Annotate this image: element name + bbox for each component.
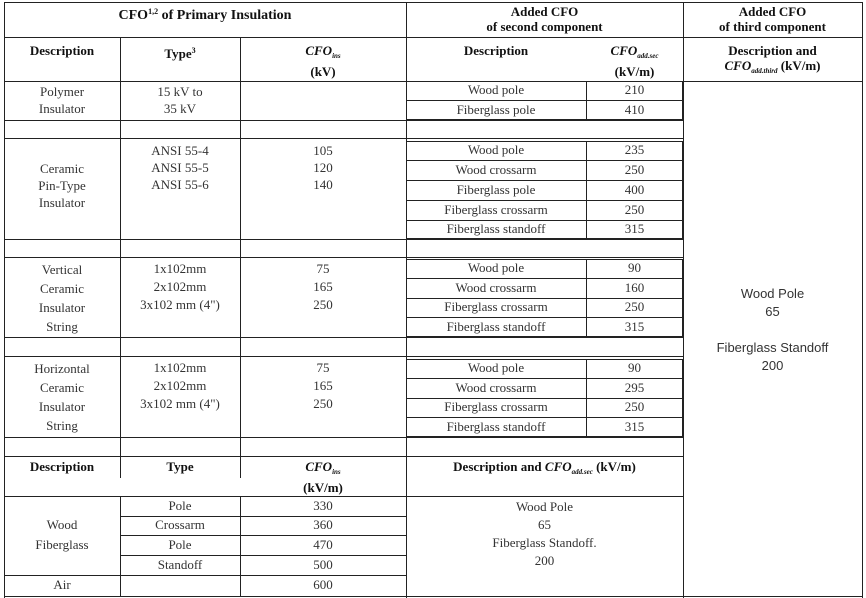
col-header-description-third: Description and $CFO_{add.third}$ (kV/m) — [724, 43, 821, 75]
second-value: 295 — [624, 380, 645, 395]
row-divider — [4, 575, 406, 576]
second-value: 235 — [624, 142, 645, 157]
second-value: 160 — [624, 280, 645, 295]
col-header-description: Description — [29, 43, 95, 58]
second-value: 250 — [624, 202, 645, 217]
second-desc: Wood crossarm — [455, 380, 537, 395]
bottom-header-type: Type — [166, 459, 194, 474]
col-header-cfo-ins: $CFO_{ins}$ (kV) — [305, 43, 341, 79]
row-divider — [4, 496, 683, 497]
bottom-type: Standoff — [157, 557, 203, 572]
row-type: ANSI 55-4 ANSI 55-5 ANSI 55-6 — [151, 143, 209, 192]
row-divider — [406, 378, 683, 379]
row-divider — [4, 239, 683, 240]
second-value: 315 — [624, 319, 645, 334]
col-header-cfo-add-sec: $CFO_{add.sec}$ (kV/m) — [610, 43, 659, 79]
third-component-values: Wood Pole 65 Fiberglass Standoff 200 — [716, 286, 829, 373]
row-description: Ceramic Pin-Type Insulator — [38, 161, 86, 210]
row-type: 15 kV to 35 kV — [157, 84, 203, 116]
row-divider — [406, 317, 683, 318]
row-divider — [4, 120, 683, 121]
row-divider — [406, 180, 683, 181]
second-desc: Wood pole — [467, 82, 525, 97]
second-value: 410 — [624, 102, 645, 117]
bottom-header-description: Description — [29, 459, 95, 474]
row-description: Polymer Insulator — [38, 84, 86, 116]
second-value: 315 — [624, 419, 645, 434]
second-desc: Wood crossarm — [455, 280, 537, 295]
bottom-header-cfo: $CFO_{ins}$ (kV/m) — [303, 459, 343, 495]
bottom-value: 330 — [313, 498, 333, 513]
bottom-type: Crossarm — [155, 517, 205, 532]
row-cfo: 105 120 140 — [313, 143, 333, 192]
row-divider — [4, 257, 683, 258]
bottom-value: 600 — [313, 577, 333, 592]
row-type: 1x102mm 2x102mm 3x102 mm (4") — [140, 360, 220, 411]
row-divider — [406, 417, 683, 418]
row-divider — [4, 596, 862, 597]
second-desc: Fiberglass pole — [456, 102, 536, 117]
second-desc: Fiberglass pole — [456, 182, 536, 197]
second-value: 90 — [628, 260, 641, 275]
row-divider — [4, 37, 683, 38]
table-border — [862, 2, 863, 598]
row-divider — [120, 535, 406, 536]
bottom-type: Pole — [168, 498, 192, 513]
second-desc: Fiberglass standoff — [446, 319, 546, 334]
row-divider — [4, 356, 683, 357]
row-divider — [4, 456, 683, 457]
second-value: 315 — [624, 221, 645, 236]
second-desc: Wood pole — [467, 260, 525, 275]
col-header-type: Type$^3$ — [164, 46, 196, 61]
second-value: 210 — [624, 82, 645, 97]
bottom-value: 470 — [313, 537, 333, 552]
second-desc: Fiberglass standoff — [446, 419, 546, 434]
material-air: Air — [53, 577, 71, 592]
bottom-value: 500 — [313, 557, 333, 572]
bottom-header-desc-cfo: Description and $CFO_{add.sec}$ (kV/m) — [453, 459, 636, 476]
row-divider — [406, 160, 683, 161]
row-type: 1x102mm 2x102mm 3x102 mm (4") — [140, 261, 220, 312]
row-divider — [120, 555, 406, 556]
second-desc: Fiberglass standoff — [446, 221, 546, 236]
second-value: 250 — [624, 399, 645, 414]
second-desc: Wood crossarm — [455, 162, 537, 177]
second-desc: Wood pole — [467, 142, 525, 157]
second-value: 400 — [624, 182, 645, 197]
second-desc: Fiberglass crossarm — [444, 399, 548, 414]
row-divider — [4, 138, 683, 139]
second-desc: Fiberglass crossarm — [444, 202, 548, 217]
second-value: 250 — [624, 162, 645, 177]
row-divider — [683, 37, 862, 38]
row-cfo: 75 165 250 — [313, 261, 333, 312]
row-description: Horizontal Ceramic Insulator String — [34, 361, 90, 433]
third-component-title: Added CFO of third component — [719, 4, 826, 34]
row-description: Vertical Ceramic Insulator String — [38, 262, 86, 334]
material-fiberglass: Fiberglass — [35, 537, 89, 552]
row-cfo: 75 165 250 — [313, 360, 333, 411]
table-border — [4, 2, 862, 3]
primary-insulation-title: CFO$^{1,2}$ of Primary Insulation — [118, 7, 292, 23]
row-divider — [406, 200, 683, 201]
row-divider — [406, 100, 683, 101]
second-value: 250 — [624, 299, 645, 314]
bottom-type: Pole — [168, 537, 192, 552]
second-desc: Wood pole — [467, 360, 525, 375]
second-desc: Fiberglass crossarm — [444, 299, 548, 314]
row-divider — [4, 337, 683, 338]
row-divider — [406, 278, 683, 279]
second-component-title: Added CFO of second component — [486, 4, 603, 34]
bottom-value: 360 — [313, 517, 333, 532]
second-value: 90 — [628, 360, 641, 375]
col-header-description-second: Description — [463, 43, 529, 58]
material-wood: Wood — [46, 517, 78, 532]
bottom-second-values: Wood Pole 65 Fiberglass Standoff. 200 — [492, 499, 597, 568]
row-divider — [4, 437, 683, 438]
